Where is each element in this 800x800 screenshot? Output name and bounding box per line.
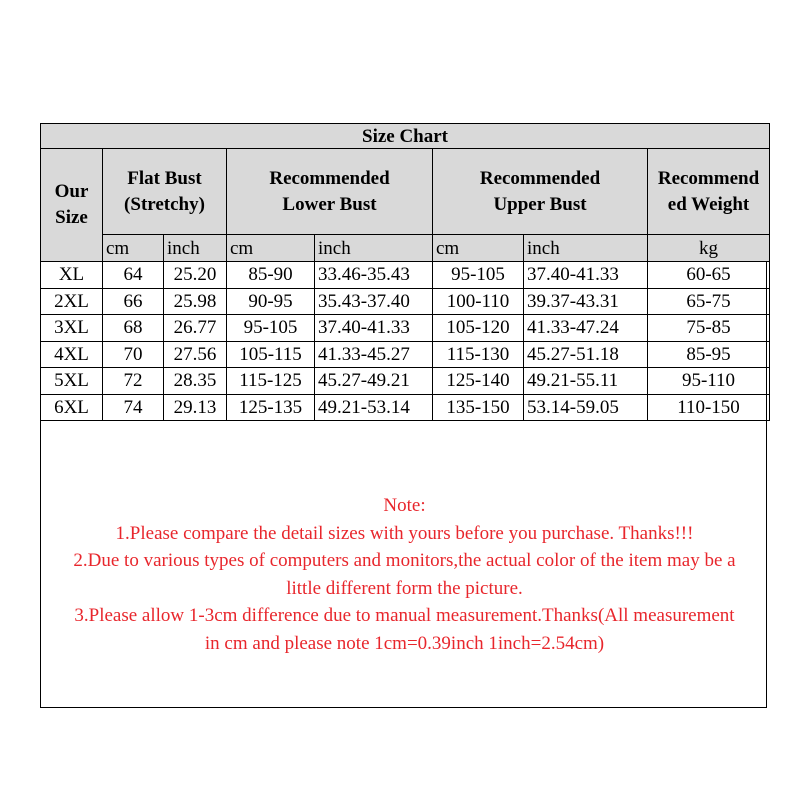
table-row bbox=[41, 368, 770, 395]
table-cell: 90-95 bbox=[227, 288, 315, 315]
table-cell: XL bbox=[41, 262, 103, 289]
table-cell: 3XL bbox=[41, 315, 103, 342]
size-chart-table bbox=[40, 123, 770, 421]
unit-lower-bust-inch: inch bbox=[315, 235, 433, 262]
note-heading: Note: bbox=[383, 495, 426, 516]
table-cell: 95-105 bbox=[227, 315, 315, 342]
header-upper-bust-line1: Recommended bbox=[479, 167, 601, 189]
table-cell: 65-75 bbox=[648, 288, 770, 315]
header-weight-line1: Recommend bbox=[657, 167, 760, 189]
unit-weight-kg: kg bbox=[648, 235, 770, 262]
table-cell: 49.21-55.11 bbox=[524, 368, 648, 395]
unit-flat-bust-cm: cm bbox=[103, 235, 164, 262]
table-cell: 29.13 bbox=[164, 394, 227, 421]
note-line-3: little different form the picture. bbox=[286, 577, 523, 599]
table-row bbox=[41, 315, 770, 342]
table-cell: 33.46-35.43 bbox=[315, 262, 433, 289]
table-cell: 2XL bbox=[41, 288, 103, 315]
header-our-size-line2: Size bbox=[55, 207, 88, 228]
header-our-size bbox=[41, 149, 103, 262]
table-cell: 100-110 bbox=[433, 288, 524, 315]
notes-block bbox=[40, 492, 769, 657]
header-weight bbox=[648, 149, 770, 235]
unit-upper-bust-cm: cm bbox=[433, 235, 524, 262]
header-weight-line2: ed Weight bbox=[667, 193, 750, 215]
table-cell: 53.14-59.05 bbox=[524, 394, 648, 421]
header-lower-bust-line2: Lower Bust bbox=[282, 193, 377, 215]
table-cell: 37.40-41.33 bbox=[315, 315, 433, 342]
header-upper-bust-line2: Upper Bust bbox=[493, 193, 587, 215]
table-cell: 105-115 bbox=[227, 341, 315, 368]
size-rows bbox=[41, 262, 770, 421]
table-cell: 115-125 bbox=[227, 368, 315, 395]
table-cell: 95-105 bbox=[433, 262, 524, 289]
table-title: Size Chart bbox=[41, 124, 770, 149]
table-cell: 125-140 bbox=[433, 368, 524, 395]
table-cell: 125-135 bbox=[227, 394, 315, 421]
note-line-4: 3.Please allow 1-3cm difference due to manual measurement.Thanks(All measurement bbox=[74, 605, 735, 626]
table-cell: 74 bbox=[103, 394, 164, 421]
table-cell: 41.33-47.24 bbox=[524, 315, 648, 342]
table-row bbox=[41, 341, 770, 368]
table-cell: 72 bbox=[103, 368, 164, 395]
note-line-5: in cm and please note 1cm=0.39inch 1inch=2.54cm) bbox=[204, 632, 605, 654]
table-cell: 41.33-45.27 bbox=[315, 341, 433, 368]
table-cell: 25.98 bbox=[164, 288, 227, 315]
unit-lower-bust-cm: cm bbox=[227, 235, 315, 262]
table-cell: 70 bbox=[103, 341, 164, 368]
table-cell: 39.37-43.31 bbox=[524, 288, 648, 315]
table-cell: 6XL bbox=[41, 394, 103, 421]
table-cell: 25.20 bbox=[164, 262, 227, 289]
header-lower-bust bbox=[227, 149, 433, 235]
table-cell: 75-85 bbox=[648, 315, 770, 342]
table-cell: 45.27-51.18 bbox=[524, 341, 648, 368]
table-cell: 5XL bbox=[41, 368, 103, 395]
table-cell: 85-95 bbox=[648, 341, 770, 368]
header-upper-bust bbox=[433, 149, 648, 235]
table-cell: 26.77 bbox=[164, 315, 227, 342]
header-our-size-line1: Our bbox=[54, 181, 89, 202]
table-cell: 66 bbox=[103, 288, 164, 315]
table-cell: 37.40-41.33 bbox=[524, 262, 648, 289]
header-flat-bust bbox=[103, 149, 227, 235]
note-line-2: 2.Due to various types of computers and monitors,the actual color of the item may be a bbox=[73, 550, 736, 571]
header-flat-bust-line1: Flat Bust bbox=[127, 167, 202, 189]
header-lower-bust-line1: Recommended bbox=[269, 167, 390, 189]
unit-upper-bust-inch: inch bbox=[524, 235, 648, 262]
table-cell: 135-150 bbox=[433, 394, 524, 421]
table-row bbox=[41, 262, 770, 289]
table-row bbox=[41, 394, 770, 421]
table-cell: 85-90 bbox=[227, 262, 315, 289]
table-cell: 105-120 bbox=[433, 315, 524, 342]
table-cell: 27.56 bbox=[164, 341, 227, 368]
table-cell: 64 bbox=[103, 262, 164, 289]
table-cell: 35.43-37.40 bbox=[315, 288, 433, 315]
table-cell: 60-65 bbox=[648, 262, 770, 289]
unit-flat-bust-inch: inch bbox=[164, 235, 227, 262]
table-cell: 28.35 bbox=[164, 368, 227, 395]
table-cell: 115-130 bbox=[433, 341, 524, 368]
table-cell: 49.21-53.14 bbox=[315, 394, 433, 421]
table-cell: 68 bbox=[103, 315, 164, 342]
note-line-1: 1.Please compare the detail sizes with yours before you purchase. Thanks!!! bbox=[115, 522, 694, 544]
table-cell: 4XL bbox=[41, 341, 103, 368]
table-cell: 110-150 bbox=[648, 394, 770, 421]
header-flat-bust-line2: (Stretchy) bbox=[124, 193, 205, 215]
table-row bbox=[41, 288, 770, 315]
table-cell: 45.27-49.21 bbox=[315, 368, 433, 395]
table-cell: 95-110 bbox=[648, 368, 770, 395]
